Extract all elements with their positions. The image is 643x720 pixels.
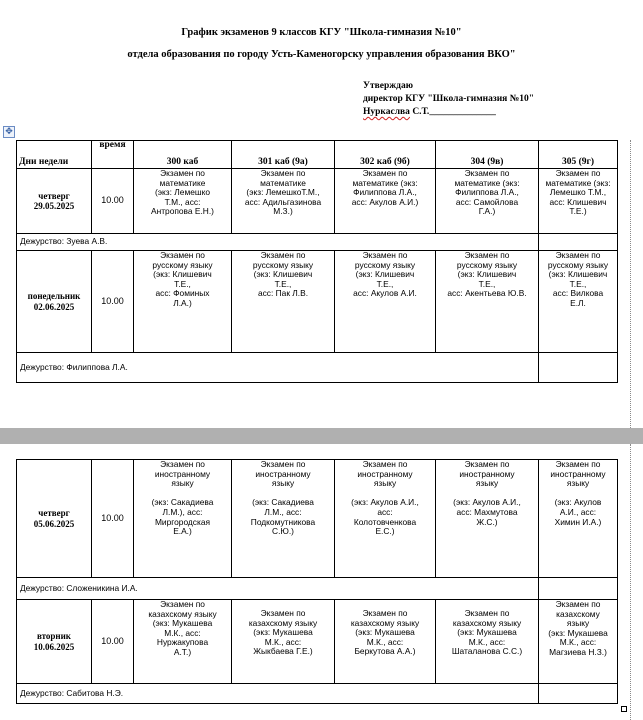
day-cell: четверг 05.06.2025 xyxy=(17,460,92,578)
duty-row xyxy=(17,578,618,600)
time-cell: 10.00 xyxy=(92,460,134,578)
duty-row xyxy=(17,353,618,383)
approver-initials: С.Т. xyxy=(409,107,430,117)
exam-cell: Экзамен по иностранному языку (экз: Сакадиева Л.М., асс: Подкомутникова С.Ю.) xyxy=(232,460,335,578)
document-subtitle: отдела образования по городу Усть-Каменогорску управления образования ВКО" xyxy=(127,49,516,60)
signature-line: ______________ xyxy=(429,107,496,117)
exam-cell: Экзамен по математике (экз: Филиппова Л.А., асс: Акулов А.И.) xyxy=(335,169,436,234)
exam-cell: Экзамен по иностранному языку (экз: Акулов А.И., асс: Химин И.А.) xyxy=(539,460,618,578)
exam-cell: Экзамен по казахскому языку (экз: Мукашева М.К., асс: Шаталанова С.С.) xyxy=(436,600,539,684)
duty-row xyxy=(17,234,618,251)
document-title: График экзаменов 9 классов КГУ "Школа-гимназия №10" xyxy=(181,27,462,38)
duty-row xyxy=(17,684,618,704)
duty-cell: Дежурство: Филиппова Л.А. xyxy=(17,353,539,383)
exam-cell: Экзамен по казахскому языку (экз: Мукашева М.К., асс: Беркутова А.А.) xyxy=(335,600,436,684)
exam-cell: Экзамен по русскому языку (экз: Клишевич Т.Е., асс: Акентьева Ю.В. xyxy=(436,251,539,353)
exam-cell: Экзамен по русскому языку (экз: Клишевич Т.Е., асс: Пак Л.В. xyxy=(232,251,335,353)
duty-cell: Дежурство: Сложеникина И.А. xyxy=(17,578,539,600)
table-row xyxy=(17,600,618,684)
exam-cell: Экзамен по казахскому языку (экз: Мукашева М.К., асс: Магзиева Н.З.) xyxy=(539,600,618,684)
table-move-handle-icon[interactable]: ✥ xyxy=(3,126,15,138)
header-room-301: 301 каб (9а) xyxy=(232,141,335,169)
exam-cell: Экзамен по математике (экз: Лемешко Т.М., асс: Антропова Е.Н.) xyxy=(134,169,232,234)
exam-cell: Экзамен по казахскому языку (экз: Мукашева М.К., асс: Нуржакупова А.Т.) xyxy=(134,600,232,684)
exam-cell: Экзамен по математике (экз: ЛемешкоТ.М., асс: Адильгазинова М.З.) xyxy=(232,169,335,234)
time-cell: 10.00 xyxy=(92,251,134,353)
exam-table-page-1 xyxy=(16,140,618,383)
page-separator xyxy=(0,428,643,444)
exam-cell: Экзамен по иностранному языку (экз: Сакадиева Л.М.), асс: Миргородская Е.А.) xyxy=(134,460,232,578)
approval-label: Утверждаю xyxy=(363,81,413,91)
table-row xyxy=(17,169,618,234)
header-room-304: 304 (9в) xyxy=(436,141,539,169)
duty-cell: Дежурство: Зуева А.В. xyxy=(17,234,539,251)
exam-cell: Экзамен по русскому языку (экз: Клишевич Т.Е., асс: Акулов А.И. xyxy=(335,251,436,353)
approver-name: Нуркаслва xyxy=(363,107,410,117)
duty-cell: Дежурство: Сабитова Н.Э. xyxy=(17,684,539,704)
time-cell: 10.00 xyxy=(92,169,134,234)
margin-guide xyxy=(630,444,631,720)
exam-table-page-2 xyxy=(16,459,618,704)
day-cell: четверг 29.05.2025 xyxy=(17,169,92,234)
table-row xyxy=(17,460,618,578)
header-room-302: 302 каб (9б) xyxy=(335,141,436,169)
approval-position: директор КГУ "Школа-гимназия №10" xyxy=(363,94,535,104)
table-row xyxy=(17,251,618,353)
exam-cell: Экзамен по казахскому языку (экз: Мукашева М.К., асс: Жыкбаева Г.Е.) xyxy=(232,600,335,684)
day-cell: вторник 10.06.2025 xyxy=(17,600,92,684)
approval-signature xyxy=(363,107,496,117)
exam-cell: Экзамен по математике (экз: Филиппова Л.А., асс: Самойлова Г.А.) xyxy=(436,169,539,234)
margin-guide xyxy=(630,140,631,428)
header-room-305: 305 (9г) xyxy=(539,141,618,169)
exam-cell: Экзамен по иностранному языку (экз: Акулов А.И., асс: Махмутова Ж.С.) xyxy=(436,460,539,578)
exam-cell: Экзамен по иностранному языку (экз: Акулов А.И., асс: Колотовченкова Е.С.) xyxy=(335,460,436,578)
exam-cell: Экзамен по русскому языку (экз: Клишевич Т.Е., асс: Вилкова Е.Л. xyxy=(539,251,618,353)
header-time: время xyxy=(92,141,134,169)
day-cell: понедельник 02.06.2025 xyxy=(17,251,92,353)
table-resize-handle-icon[interactable] xyxy=(621,706,627,712)
header-days: Дни недели xyxy=(17,141,92,169)
document-page-2 xyxy=(0,444,643,720)
header-room-300: 300 каб xyxy=(134,141,232,169)
exam-cell: Экзамен по русскому языку (экз: Клишевич Т.Е., асс: Фоминых Л.А.) xyxy=(134,251,232,353)
exam-cell: Экзамен по математике (экз: Лемешко Т.М., асс: Клишевич Т.Е.) xyxy=(539,169,618,234)
time-cell: 10.00 xyxy=(92,600,134,684)
